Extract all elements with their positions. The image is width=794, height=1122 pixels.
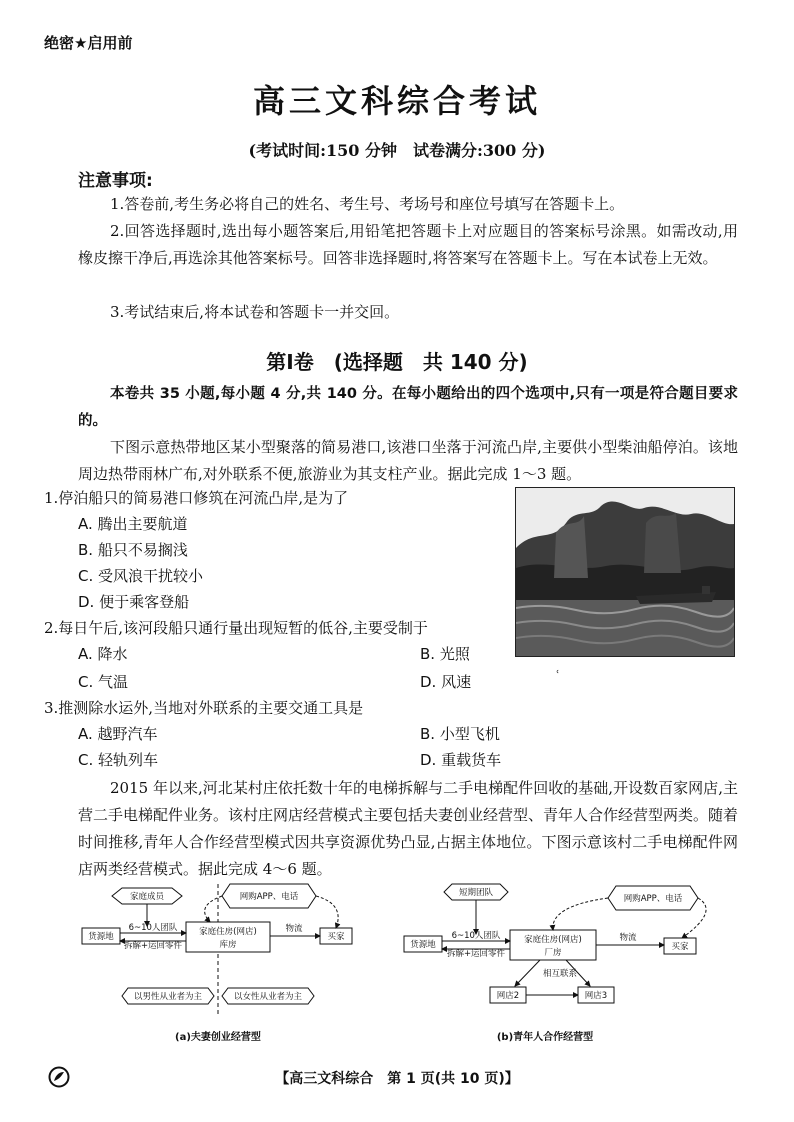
question-2-option-c[interactable]: C. 气温: [78, 673, 129, 691]
notice-item-1: 1.答卷前,考生务必将自己的姓名、考生号、考场号和座位号填写在答题卡上。: [110, 195, 625, 213]
arrow-app-buyer-a: [316, 896, 338, 928]
notice-heading: 注意事项:: [78, 171, 153, 191]
label-app-a: 网购APP、电话: [239, 892, 299, 902]
section-heading: 第Ⅰ卷 (选择题 共 140 分): [266, 350, 528, 374]
label-store-a: 库房: [219, 940, 237, 950]
arrow-app-home-b: [553, 898, 608, 930]
label-home-b: 家庭住房(网店): [524, 935, 582, 945]
section-intro: 本卷共 35 小题,每小题 4 分,共 140 分。在每小题给出的四个选项中,只有一项是符合题目要求的。: [78, 386, 738, 429]
label-app-b: 网购APP、电话: [623, 894, 683, 904]
question-1-option-b[interactable]: B. 船只不易搁浅: [78, 541, 188, 559]
question-1-option-a[interactable]: A. 腾出主要航道: [78, 515, 188, 533]
label-process-b: 拆解+运回零件: [446, 949, 506, 959]
question-3-option-b[interactable]: B. 小型飞机: [420, 725, 500, 743]
question-3-option-a[interactable]: A. 越野汽车: [78, 725, 158, 743]
label-family: 家庭成员: [129, 892, 165, 902]
question-3-option-c[interactable]: C. 轻轨列车: [78, 751, 159, 769]
photo-mark: ʿ: [556, 668, 560, 682]
caption-b: (b)青年人合作经营型: [496, 1032, 594, 1043]
business-model-diagram: [60, 876, 750, 1056]
label-shop2: 网店2: [496, 991, 520, 1001]
question-1-stem: 1.停泊船只的简易港口修筑在河流凸岸,是为了: [44, 489, 349, 507]
passage-2: 2015 年以来,河北某村庄依托数十年的电梯拆解与二手电梯配件回收的基础,开设数百家网店,主营二手电梯配件业务。该村庄网店经营模式主要包括夫妻创业经营型、青年人合作经营型两类。随着时间推移,青年人合作经营型模式因共享资源优势凸显,占据主体地位。下图示意该村二手电梯配件网店两类经营模式。据此完成 4～6 题。: [78, 779, 739, 878]
page-title: 高三文科综合考试: [252, 82, 541, 120]
label-factory-b: 厂房: [544, 948, 562, 958]
label-female: 以女性从业者为主: [233, 992, 303, 1002]
arrow-app-home-a: [205, 896, 222, 922]
diagram-a: [82, 884, 352, 1043]
label-buyer-b: 买家: [671, 942, 689, 952]
question-2-option-d[interactable]: D. 风速: [420, 673, 472, 691]
question-1-option-d[interactable]: D. 便于乘客登船: [78, 593, 190, 611]
page-footer: 【高三文科综合 第 1 页(共 10 页)】: [275, 1071, 519, 1087]
question-3-option-d[interactable]: D. 重载货车: [420, 751, 502, 769]
label-process-a: 拆解+运回零件: [123, 941, 183, 951]
diagram-b: [404, 884, 706, 1043]
notice-item-3: 3.考试结束后,将本试卷和答题卡一并交回。: [110, 303, 400, 321]
question-2-stem: 2.每日午后,该河段船只通行量出现短暂的低谷,主要受制于: [44, 619, 428, 637]
label-logistics-a: 物流: [285, 924, 303, 934]
label-team-b: 6~10人团队: [451, 931, 501, 941]
question-1-option-c[interactable]: C. 受风浪干扰较小: [78, 567, 204, 585]
label-male: 以男性从业者为主: [133, 992, 203, 1002]
question-3-stem: 3.推测除水运外,当地对外联系的主要交通工具是: [44, 699, 364, 717]
arrow-home-shop2: [515, 960, 540, 986]
passage-1: 下图示意热带地区某小型聚落的简易港口,该港口坐落于河流凸岸,主要供小型柴油船停泊。该地周边热带雨林广布,对外联系不便,旅游业为其支柱产业。据此完成 1～3 题。: [78, 438, 738, 483]
exam-info: (考试时间:150 分钟 试卷满分:300 分): [248, 141, 546, 160]
question-2-option-b[interactable]: B. 光照: [420, 645, 470, 663]
label-mutual: 相互联系: [542, 969, 578, 979]
secret-label: 绝密★启用前: [44, 34, 133, 52]
label-team-label-b: 短期团队: [458, 888, 494, 898]
question-2-option-a[interactable]: A. 降水: [78, 645, 128, 663]
label-shop3: 网店3: [584, 991, 608, 1001]
label-source-b: 货源地: [410, 940, 436, 950]
notice-item-2: 2.回答选择题时,选出每小题答案后,用铅笔把答题卡上对应题目的答案标号涂黑。如需改动,用橡皮擦干净后,再选涂其他答案标号。回答非选择题时,将答案写在答题卡上。写在本试卷上无效。: [78, 222, 738, 267]
harbor-photo-drawing: [516, 488, 734, 656]
label-team-a: 6~10人团队: [128, 923, 178, 933]
caption-a: (a)夫妻创业经营型: [175, 1032, 261, 1043]
label-logistics-b: 物流: [619, 933, 637, 943]
label-source-a: 货源地: [88, 932, 114, 942]
diagram-svg: [60, 876, 750, 1056]
label-home-a: 家庭住房(网店): [199, 927, 257, 937]
harbor-photo: [515, 487, 735, 657]
label-buyer-a: 买家: [327, 932, 345, 942]
